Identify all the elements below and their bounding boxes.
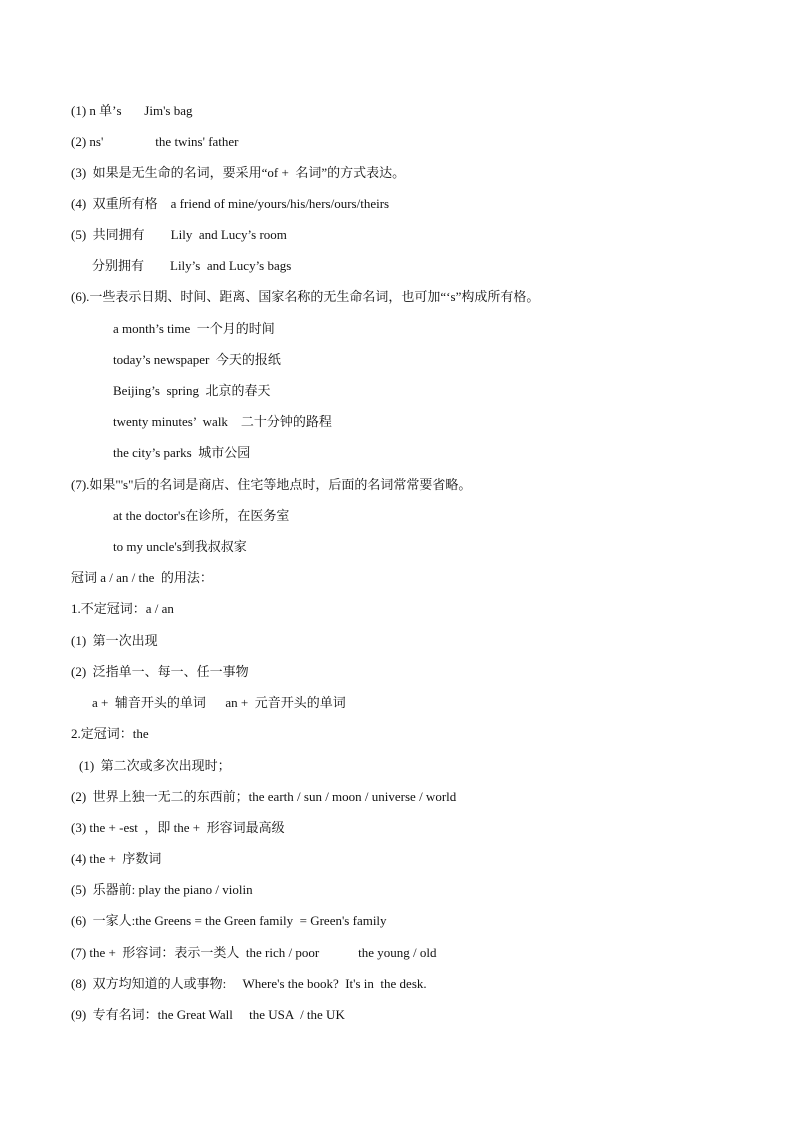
- text-line-6: 分别拥有 Lily’s and Lucy’s bags: [92, 258, 292, 273]
- text-line-30: (9) 专有名词：the Great Wall the USA / the UK: [71, 1007, 345, 1022]
- text-line-21: 2.定冠词：the: [71, 726, 149, 741]
- text-line-8: a month’s time 一个月的时间: [113, 321, 275, 336]
- text-line-23: (2) 世界上独一无二的东西前；the earth / sun / moon / universe / world: [71, 789, 457, 804]
- text-line-19: (2) 泛指单一、每一、任一事物: [71, 664, 249, 679]
- text-line-26: (5) 乐器前: play the piano / violin: [71, 882, 253, 897]
- text-line-5: (5) 共同拥有 Lily and Lucy’s room: [71, 227, 287, 242]
- text-line-9: today’s newspaper 今天的报纸: [113, 352, 281, 367]
- text-line-14: at the doctor's在诊所，在医务室: [113, 508, 290, 523]
- text-line-27: (6) 一家人:the Greens = the Green family = Green's family: [71, 913, 387, 928]
- text-line-1: (1) n 单’s Jim's bag: [71, 103, 193, 118]
- text-line-7: (6).一些表示日期、时间、距离、国家名称的无生命名词，也可加“‘s”构成所有格。: [71, 289, 540, 304]
- text-line-2: (2) ns' the twins' father: [71, 134, 239, 149]
- text-line-16: 冠词 a / an / the 的用法：: [71, 570, 213, 585]
- text-line-29: (8) 双方均知道的人或事物: Where's the book? It's in the desk.: [71, 976, 427, 991]
- text-line-25: (4) the + 序数词: [71, 851, 162, 866]
- text-line-28: (7) the + 形容词：表示一类人 the rich / poor the young / old: [71, 945, 437, 960]
- text-line-12: the city’s parks 城市公园: [113, 445, 251, 460]
- text-line-4: (4) 双重所有格 a friend of mine/yours/his/hers/ours/theirs: [71, 196, 390, 211]
- text-line-3: (3) 如果是无生命的名词，要采用“of + 名词”的方式表达。: [71, 165, 406, 180]
- text-line-13: (7).如果"'s"后的名词是商店、住宅等地点时，后面的名词常常要省略。: [71, 477, 472, 492]
- text-line-15: to my uncle's到我叔叔家: [113, 539, 247, 554]
- text-line-11: twenty minutes’ walk 二十分钟的路程: [113, 414, 332, 429]
- text-line-10: Beijing’s spring 北京的春天: [113, 383, 271, 398]
- text-line-24: (3) the + -est ，即 the + 形容词最高级: [71, 820, 285, 835]
- text-line-20: a + 辅音开头的单词 an + 元音开头的单词: [92, 695, 346, 710]
- text-line-22: (1) 第二次或多次出现时；: [79, 758, 231, 773]
- text-line-17: 1.不定冠词：a / an: [71, 601, 174, 616]
- text-line-18: (1) 第一次出现: [71, 633, 158, 648]
